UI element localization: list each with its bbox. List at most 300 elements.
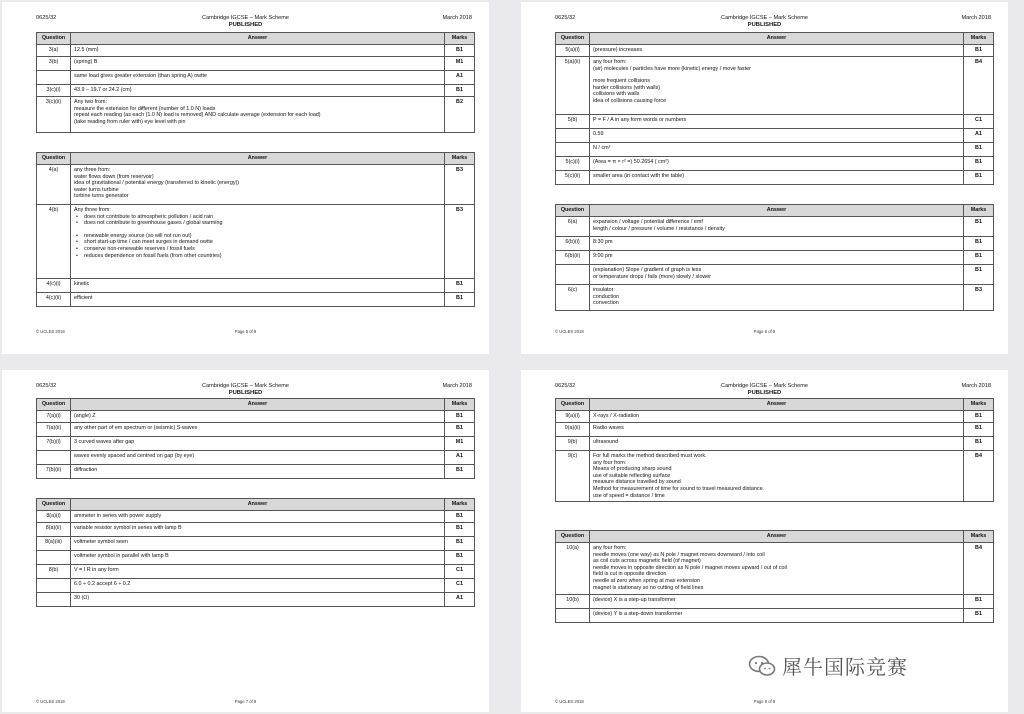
mark-scheme-table xyxy=(555,204,994,311)
col-header-marks: Marks xyxy=(964,33,994,45)
question-number: 6(b)(ii) xyxy=(556,251,590,265)
answer-line: (pressure) increases xyxy=(593,47,643,53)
answer-line: water flows down (from reservoir) xyxy=(74,173,154,180)
answer-cell xyxy=(71,279,445,293)
answer-cell xyxy=(71,437,445,451)
doc-status: PUBLISHED xyxy=(228,21,263,28)
marks-cell: B1 xyxy=(445,423,475,437)
col-header-answer: Answer xyxy=(71,399,445,411)
marks-cell: B1 xyxy=(964,157,994,171)
answer-line: ammeter in series with power supply xyxy=(74,513,162,519)
marks-cell: B1 xyxy=(964,251,994,265)
answer-cell xyxy=(71,593,445,607)
answer-line: ultrasound xyxy=(593,439,619,445)
question-number: 4(b) xyxy=(37,205,71,279)
answer-bullet: • short start-up time / can meet surges in demand owtte xyxy=(74,239,441,246)
answer-line: idea of gravitational / potential energy (transferred to kinetic (energy)) xyxy=(74,180,240,187)
marks-cell: C1 xyxy=(964,115,994,129)
answer-cell xyxy=(590,217,964,237)
answer-line: P = F / A in any form words or numbers xyxy=(593,117,687,123)
marks-cell: A1 xyxy=(445,71,475,85)
marks-cell: B1 xyxy=(445,465,475,479)
answer-cell xyxy=(71,71,445,85)
watermark-text: 犀牛国际竞赛 xyxy=(782,655,908,679)
table-row xyxy=(556,217,994,237)
marks-cell: B1 xyxy=(964,423,994,437)
table-row xyxy=(37,537,475,551)
doc-status: PUBLISHED xyxy=(228,389,263,396)
marks-cell: C1 xyxy=(445,579,475,593)
question-number: 7(b)(i) xyxy=(37,437,71,451)
marks-cell: B1 xyxy=(445,523,475,537)
question-number: 8(a)(ii) xyxy=(37,523,71,537)
mark-scheme-table xyxy=(36,498,475,607)
answer-line: needle moves (one way) as N pole / magnet moves downward / into coil xyxy=(593,551,765,558)
mark-scheme-table xyxy=(555,398,994,502)
doc-title: Cambridge IGCSE – Mark Scheme xyxy=(201,383,290,389)
answer-cell xyxy=(590,595,964,609)
table-row xyxy=(37,205,475,279)
question-number: 8(b) xyxy=(37,565,71,579)
col-header-answer: Answer xyxy=(590,531,964,543)
table-row xyxy=(37,411,475,423)
answer-cell xyxy=(71,165,445,205)
col-header-answer: Answer xyxy=(590,33,964,45)
mark-scheme-table xyxy=(36,152,475,307)
question-number: 3(a) xyxy=(37,45,71,57)
answer-cell xyxy=(71,537,445,551)
answer-line: 9:00 pm xyxy=(593,253,613,259)
copyright: © UCLES 2018 xyxy=(36,699,65,704)
doc-code: 0625/32 xyxy=(36,15,57,21)
answer-line: turbine turns generator xyxy=(74,193,129,200)
answer-line: diffraction xyxy=(74,467,98,473)
answer-bullet: • does not contribute to greenhouse gases / global warming xyxy=(74,220,441,227)
answer-cell xyxy=(71,411,445,423)
answer-line: (Area = π × r² =) 50.2654 ( cm²) xyxy=(593,159,669,165)
answer-line: collisions with walls xyxy=(593,91,640,98)
answer-line: any three from: xyxy=(74,167,111,173)
doc-status: PUBLISHED xyxy=(747,389,782,396)
col-header-marks: Marks xyxy=(964,205,994,217)
doc-status: PUBLISHED xyxy=(747,21,782,28)
answer-line: water turns turbine xyxy=(74,186,119,193)
copyright: © UCLES 2018 xyxy=(555,699,584,704)
table-row xyxy=(37,437,475,451)
marks-cell: B3 xyxy=(964,285,994,311)
marks-cell: B1 xyxy=(964,595,994,609)
answer-line: insulator xyxy=(593,287,614,293)
wechat-icon xyxy=(748,655,776,677)
doc-code: 0625/32 xyxy=(555,15,576,21)
mark-scheme-table xyxy=(36,32,475,133)
answer-line: convection xyxy=(593,300,619,307)
answer-cell xyxy=(590,251,964,265)
answer-line: any four from: xyxy=(593,545,627,551)
marks-cell: B1 xyxy=(445,293,475,307)
answer-cell xyxy=(590,543,964,595)
answer-line: Any three from: xyxy=(74,207,111,213)
table-row xyxy=(37,45,475,57)
table-row xyxy=(556,115,994,129)
page-label: Page 7 of 9 xyxy=(234,699,257,704)
page-label: Page 8 of 9 xyxy=(753,699,776,704)
col-header-question: Question xyxy=(556,531,590,543)
marks-cell: B1 xyxy=(964,411,994,423)
answer-line: (angle) Z xyxy=(74,413,96,419)
answer-cell xyxy=(71,293,445,307)
marks-cell: B1 xyxy=(445,537,475,551)
marks-cell: B3 xyxy=(445,205,475,279)
answer-cell xyxy=(71,551,445,565)
page-header xyxy=(2,15,489,33)
marks-cell: B1 xyxy=(445,85,475,97)
question-number: 8(a)(i) xyxy=(37,511,71,523)
answer-line: X-rays / X-radiation xyxy=(593,413,640,419)
doc-code: 0625/32 xyxy=(36,383,57,389)
answer-line: magnet is stationary so no cutting of field lines xyxy=(593,584,704,591)
answer-line: length / colour / pressure / volume / resistance / density xyxy=(593,225,725,232)
answer-cell xyxy=(590,143,964,157)
answer-cell xyxy=(71,579,445,593)
marks-cell: B4 xyxy=(964,543,994,595)
answer-line: any other part of em spectrum or (seismic) S-waves xyxy=(74,425,198,431)
answer-cell xyxy=(71,97,445,133)
page-header xyxy=(521,15,1008,33)
table-row xyxy=(556,143,994,157)
doc-title-block xyxy=(2,15,489,28)
answer-cell xyxy=(590,265,964,285)
question-number: 6(c) xyxy=(556,285,590,311)
copyright: © UCLES 2018 xyxy=(555,329,584,334)
question-number xyxy=(37,579,71,593)
answer-cell xyxy=(71,451,445,465)
answer-cell xyxy=(590,129,964,143)
copyright: © UCLES 2018 xyxy=(36,329,65,334)
marks-cell: B1 xyxy=(964,45,994,57)
doc-date: March 2018 xyxy=(442,383,472,389)
table-row xyxy=(37,85,475,97)
answer-line: For full marks the method described must work. xyxy=(593,453,707,459)
answer-cell xyxy=(590,285,964,311)
answer-line: voltmeter symbol seen xyxy=(74,539,128,545)
question-number: 3(c)(ii) xyxy=(37,97,71,133)
marks-cell: A1 xyxy=(964,129,994,143)
marks-cell: B1 xyxy=(964,609,994,623)
answer-cell xyxy=(590,45,964,57)
table-row xyxy=(37,279,475,293)
question-number: 10(b) xyxy=(556,595,590,609)
answer-line: 8:30 pm xyxy=(593,239,613,245)
answer-line: (air) molecules / particles have more (kinetic) energy / move faster xyxy=(593,65,751,72)
answer-line: Method for measurement of time for sound to travel measured distance. xyxy=(593,485,765,492)
answer-line: harder collisions (with walls) xyxy=(593,84,661,91)
question-number: 7(a)(ii) xyxy=(37,423,71,437)
question-number: 5(a)(ii) xyxy=(556,57,590,115)
marks-cell: B2 xyxy=(445,97,475,133)
col-header-marks: Marks xyxy=(964,531,994,543)
answer-cell xyxy=(71,523,445,537)
question-number: 8(a)(iii) xyxy=(37,537,71,551)
table-row xyxy=(556,45,994,57)
question-number: 3(c)(i) xyxy=(37,85,71,97)
answer-line: conduction xyxy=(593,293,620,300)
answer-line: Radio waves xyxy=(593,425,624,431)
marks-cell: A1 xyxy=(445,451,475,465)
question-number: 3(b) xyxy=(37,57,71,71)
answer-cell xyxy=(71,465,445,479)
answer-line: 43.9 – 19.7 or 24.2 (cm) xyxy=(74,87,132,93)
marks-cell: B1 xyxy=(964,237,994,251)
answer-line: V = I R in any form xyxy=(74,567,119,573)
question-number: 6(a) xyxy=(556,217,590,237)
table-row xyxy=(37,97,475,133)
answer-line: Means of producing sharp sound xyxy=(593,466,672,473)
answer-line: more frequent collisions xyxy=(593,78,650,85)
answer-line: N / cm² xyxy=(593,145,611,151)
col-header-marks: Marks xyxy=(445,153,475,165)
table-row xyxy=(556,237,994,251)
col-header-answer: Answer xyxy=(590,205,964,217)
table-row xyxy=(556,57,994,115)
answer-cell xyxy=(71,45,445,57)
table-row xyxy=(37,565,475,579)
table-row xyxy=(556,171,994,185)
page-label: Page 5 of 9 xyxy=(234,329,257,334)
marks-cell: B1 xyxy=(445,411,475,423)
table-row xyxy=(37,165,475,205)
col-header-question: Question xyxy=(37,153,71,165)
answer-cell xyxy=(71,205,445,279)
doc-date: March 2018 xyxy=(961,383,991,389)
answer-cell xyxy=(590,171,964,185)
question-number: 9(a)(ii) xyxy=(556,423,590,437)
answer-line: (device) Y is a step-down transformer xyxy=(593,611,683,617)
table-row xyxy=(556,285,994,311)
question-number: 5(c)(i) xyxy=(556,157,590,171)
answer-line: waves evenly spaced and centred on gap (by eye) xyxy=(74,453,195,459)
table-row xyxy=(37,511,475,523)
watermark xyxy=(748,651,908,680)
answer-line: variable resistor symbol in series with lamp B xyxy=(74,525,182,531)
col-header-marks: Marks xyxy=(445,399,475,411)
doc-title-block xyxy=(521,15,1008,28)
table-row xyxy=(556,129,994,143)
answer-line: use of suitable reflecting surface xyxy=(593,472,671,479)
answer-line: any four from: xyxy=(593,459,627,466)
marks-cell: B4 xyxy=(964,451,994,502)
question-number: 6(b)(i) xyxy=(556,237,590,251)
answer-line: 3 curved waves after gap xyxy=(74,439,135,445)
col-header-answer: Answer xyxy=(71,153,445,165)
table-row xyxy=(37,71,475,85)
question-number xyxy=(37,593,71,607)
answer-line: (device) X is a step-up transformer xyxy=(593,597,676,603)
table-row xyxy=(556,411,994,423)
answer-line: same load gives greater extension (than spring A) owtte xyxy=(74,73,208,79)
col-header-question: Question xyxy=(37,499,71,511)
question-number xyxy=(37,551,71,565)
marks-cell: B4 xyxy=(964,57,994,115)
answer-line: as coil cuts across magnetic field (of magnet) xyxy=(593,558,701,565)
question-number: 4(a) xyxy=(37,165,71,205)
answer-line: (spring) B xyxy=(74,59,98,65)
question-number: 9(c) xyxy=(556,451,590,502)
question-number: 7(a)(i) xyxy=(37,411,71,423)
col-header-answer: Answer xyxy=(71,33,445,45)
marks-cell: M1 xyxy=(445,437,475,451)
mark-scheme-table xyxy=(555,530,994,623)
marks-cell: B1 xyxy=(964,437,994,451)
answer-line: smaller area (in contact with the table) xyxy=(593,173,685,179)
table-row xyxy=(556,609,994,623)
table-row xyxy=(37,451,475,465)
question-number xyxy=(556,129,590,143)
question-number xyxy=(556,143,590,157)
page-label: Page 6 of 9 xyxy=(753,329,776,334)
mark-scheme-table xyxy=(36,398,475,479)
answer-cell xyxy=(71,565,445,579)
doc-code: 0625/32 xyxy=(555,383,576,389)
marks-cell: B1 xyxy=(964,143,994,157)
answer-line: 12.5 (mm) xyxy=(74,47,99,53)
answer-line: kinetic xyxy=(74,281,90,287)
marks-cell: B1 xyxy=(964,265,994,285)
marks-cell: M1 xyxy=(445,57,475,71)
answer-line: efficient xyxy=(74,295,93,301)
answer-line: needle moves in opposite direction as N pole / magnet moves upward / out of coil xyxy=(593,564,787,571)
question-number: 10(a) xyxy=(556,543,590,595)
table-row xyxy=(37,293,475,307)
table-row xyxy=(556,451,994,502)
answer-cell xyxy=(590,115,964,129)
table-row xyxy=(556,423,994,437)
col-header-question: Question xyxy=(37,33,71,45)
doc-title: Cambridge IGCSE – Mark Scheme xyxy=(720,15,809,21)
answer-bullet: • conserve non-renewable reserves / fossil fuels xyxy=(74,246,441,253)
marks-cell: A1 xyxy=(445,593,475,607)
answer-line: Any two from: xyxy=(74,99,107,105)
answer-cell xyxy=(590,57,964,115)
marks-cell: B1 xyxy=(445,279,475,293)
table-row xyxy=(37,465,475,479)
answer-cell xyxy=(71,85,445,97)
answer-line: idea of collisions causing force xyxy=(593,97,667,104)
answer-line: or temperature drops / falls (more) slowly / slower xyxy=(593,273,712,280)
answer-line: repeat each reading (as each (1.0 N) load is removed) AND calculate average (extension for each load) xyxy=(74,112,321,119)
answer-line: measure the extension for different (number of 1.0 N) loads xyxy=(74,105,216,112)
answer-line: 0.59 xyxy=(593,131,604,137)
doc-date: March 2018 xyxy=(961,15,991,21)
question-number xyxy=(37,451,71,465)
question-number: 9(b) xyxy=(556,437,590,451)
question-number: 5(b) xyxy=(556,115,590,129)
doc-title: Cambridge IGCSE – Mark Scheme xyxy=(720,383,809,389)
table-row xyxy=(37,579,475,593)
table-row xyxy=(37,593,475,607)
question-number xyxy=(37,71,71,85)
question-number: 4(c)(ii) xyxy=(37,293,71,307)
answer-line: (explanation) Slope / gradient of graph is less xyxy=(593,267,702,273)
question-number: 5(c)(ii) xyxy=(556,171,590,185)
answer-cell xyxy=(590,609,964,623)
answer-cell xyxy=(590,411,964,423)
marks-cell: B1 xyxy=(445,45,475,57)
table-row xyxy=(556,251,994,265)
answer-line: 30 (Ω) xyxy=(74,595,90,601)
answer-line: any four from: xyxy=(593,59,627,65)
table-row xyxy=(556,157,994,171)
answer-cell xyxy=(590,437,964,451)
col-header-question: Question xyxy=(556,33,590,45)
page-7 xyxy=(2,370,489,712)
answer-line: measure distance travelled by sound xyxy=(593,479,681,486)
table-row xyxy=(556,543,994,595)
table-row xyxy=(37,523,475,537)
doc-date: March 2018 xyxy=(442,15,472,21)
doc-title: Cambridge IGCSE – Mark Scheme xyxy=(201,15,290,21)
answer-bullet: • reduces dependence on fossil fuels (from other countries) xyxy=(74,253,441,260)
question-number: 9(a)(i) xyxy=(556,411,590,423)
doc-title-block xyxy=(521,383,1008,396)
answer-cell xyxy=(71,511,445,523)
answer-line: field is cut in opposite direction xyxy=(593,571,667,578)
col-header-marks: Marks xyxy=(445,499,475,511)
answer-bullet: • renewable energy source (so will not run out) xyxy=(74,233,441,240)
table-row xyxy=(556,437,994,451)
answer-cell xyxy=(590,237,964,251)
page-5 xyxy=(2,2,489,354)
table-row xyxy=(37,57,475,71)
answer-line: voltmeter symbol in parallel with lamp B xyxy=(74,553,169,559)
table-row xyxy=(37,551,475,565)
table-row xyxy=(556,265,994,285)
answer-line: 6.0 ÷ 0.2 accept 6 ÷ 0.2 xyxy=(74,581,131,587)
answer-cell xyxy=(590,157,964,171)
marks-cell: B1 xyxy=(445,551,475,565)
question-number xyxy=(556,609,590,623)
col-header-question: Question xyxy=(556,205,590,217)
marks-cell: B1 xyxy=(445,511,475,523)
answer-bullet: • does not contribute to atmospheric pollution / acid rain xyxy=(74,214,441,221)
question-number xyxy=(556,265,590,285)
answer-line: needle at zero when spring at max extension xyxy=(593,577,700,584)
answer-line: use of speed = distance / time xyxy=(593,492,665,499)
col-header-answer: Answer xyxy=(71,499,445,511)
col-header-answer: Answer xyxy=(590,399,964,411)
question-number: 5(a)(i) xyxy=(556,45,590,57)
answer-cell xyxy=(590,423,964,437)
answer-cell xyxy=(590,451,964,502)
table-row xyxy=(37,423,475,437)
col-header-marks: Marks xyxy=(964,399,994,411)
marks-cell: B1 xyxy=(964,217,994,237)
col-header-question: Question xyxy=(37,399,71,411)
mark-scheme-table xyxy=(555,32,994,185)
table-row xyxy=(556,595,994,609)
answer-cell xyxy=(71,57,445,71)
answer-cell xyxy=(71,423,445,437)
question-number: 4(c)(i) xyxy=(37,279,71,293)
answer-line: (take reading from ruler with) eye level with pin xyxy=(74,118,186,125)
marks-cell: C1 xyxy=(445,565,475,579)
question-number: 7(b)(ii) xyxy=(37,465,71,479)
col-header-question: Question xyxy=(556,399,590,411)
doc-title-block xyxy=(2,383,489,396)
page-6 xyxy=(521,2,1008,354)
col-header-marks: Marks xyxy=(445,33,475,45)
marks-cell: B3 xyxy=(445,165,475,205)
